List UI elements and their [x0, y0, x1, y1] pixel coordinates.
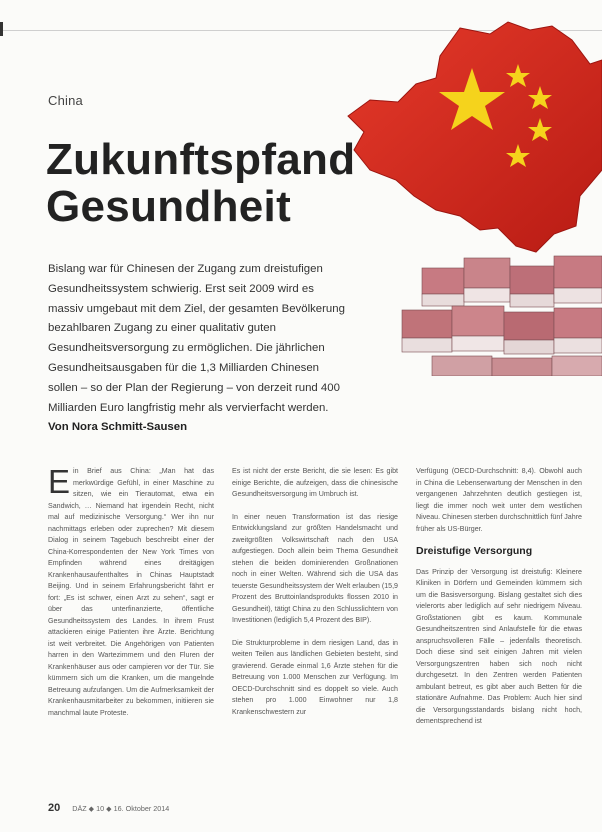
page-footer	[48, 802, 348, 814]
body-column-2	[232, 466, 398, 729]
body-paragraph: In einer neuen Transformation ist das riesige Entwicklungsland zur größten Handelsmacht und zweitgrößten Volkswirtschaft nach den USA aufgestiegen. Doch allein beim Thema Gesundheit stehen die beiden dominierenden Großnationen noch in einer Welten. Während sich die USA das teuerste Gesundheitssystem der Welt erlauben (15,9 Prozent des Bruttoinlandsprodukts flossen 2010 in Gesundheit), tätigt China zu den Schlusslichtern von Investitionen (lediglich 5,4 Prozent des BIP).	[232, 512, 398, 624]
body-paragraph: Es ist nicht der erste Bericht, die sie lesen: Es gibt einige Berichte, die aufzeigen, dass die chinesische Gesundheitsversorgung im Umbruch ist.	[232, 467, 398, 498]
article-lead	[48, 260, 348, 438]
page-edge-marker	[0, 22, 3, 36]
body-paragraph: Verfügung (OECD-Durchschnitt: 8,4). Obwohl auch in China die Lebenserwartung der Menschen in den vergangenen Jahrzehnten deutlich gestiegen ist, liegt die immer noch weit unter dem westlichen Niveau. Chinesen sterben durchschnittlich fünf Jahre früher als US-Bürger.	[416, 467, 583, 533]
body-text: in Brief aus China: „Man hat das merkwürdige Gefühl, in einer Maschine zu sitzen, wie ein Tierautomat, etwa ein Sandwich, … Niemand hat irgendein Recht, nicht mal auf medizinische Versorgung.“ Wer ihn nur nachmittags erleben oder zuprechen? Mit diesem Dialog in seinem Tagebuch beschreibt einer der China-Korrespondenten der New York Times von Empfinden während eines dreitägigen Krankenhausaufenthaltes in Chinas Hauptstadt Beijing. Und in seinem Erfahrungsbericht fährt er fort: „Es ist schwer, einen Arzt zu sehen“, sagt er über das unterfinanzierte, öffentliche Gesundheitssystem des Landes. In ihrem Frust attackieren einige Patienten ihre Ärzte. Berichtung ist weit verbreitet. Die Angehörigen von Patienten harren in den Wartezimmern und den Fluren der Krankenhäuser aus oder campieren vor der Tür. Sie kümmern sich um die Kranken, um die mangelnde Betreuung aufzufangen. Um die Aufmerksamkeit der Krankenhausmitarbeiter zu bekommen, initiieren sie manchmal laute Proteste.	[48, 467, 214, 717]
body-paragraph: Die Strukturprobleme in dem riesigen Land, das in weiten Teilen aus ländlichen Gebieten besteht, sind gravierend. Gerade einmal 1,6 Ärzte stehen für die Betreuung von 1.000 Menschen zur Verfügung. Im OECD-Durchschnitt sind es doppelt so viele. Auch stehen pro 1.000 Einwohner nur 1,8 Krankenschwestern zur	[232, 638, 398, 716]
section-kicker: China	[48, 93, 83, 108]
body-paragraph: Das Prinzip der Versorgung ist dreistufig: Kleinere Kliniken in Dörfern und Gemeinden kümmern sich um die Basisversorgung. Bislang gestaltet sich dies vielerorts aber lediglich auf sehr niedrigem Niveau. Großstationen gibt es kaum. Kommunale Gesundheitszentren sind Anlaufstelle für die etwas anspruchsvolleren Fälle – jedenfalls theoretisch. Doch diese sind seit einigen Jahren mit vielen Versorgungszentren haben sich noch nicht durchgesetzt. In den Zentren werden Patienten ambulant betreut, es gibt aber auch Betten für die stationäre Aufnahme. Das Problem: Auch hier sind die Versorgungsstandards bislang nicht hoch, dementsprechend ist	[416, 567, 582, 725]
lead-text: Bislang war für Chinesen der Zugang zum dreistufigen Gesundheitssystem schwierig. Erst seit 2009 wird es massiv umgebaut mit dem Ziel, der gesamten Bevölkerung bezahlbaren Zugang zu einer qualitativ guten Gesundheitsversorgung zu ermöglichen. Die jährlichen Gesundheitsausgaben für die 1,3 Milliarden Chinesen sollen – so der Plan der Regierung – von derzeit rund 400 Milliarden Euro langfristig mehr als vervierfacht werden.	[48, 263, 345, 414]
body-columns	[48, 463, 584, 796]
body-column-1	[48, 463, 214, 730]
author-byline: Von Nora Schmitt-Sausen	[48, 421, 188, 434]
page-number: 20	[48, 802, 61, 814]
issue-info: DÄZ ◆ 10 ◆ 16. Oktober 2014	[72, 804, 170, 813]
section-subhead: Dreistufige Versorgung	[416, 545, 533, 557]
drop-cap: E	[48, 463, 71, 500]
article-headline	[46, 136, 386, 230]
body-paragraph	[48, 463, 214, 719]
body-column-3	[416, 466, 582, 739]
headline-line-2: Gesundheit	[46, 182, 292, 231]
headline-line-1: Zukunftspfand	[46, 135, 356, 184]
banknote-stacks-icon	[392, 248, 602, 376]
